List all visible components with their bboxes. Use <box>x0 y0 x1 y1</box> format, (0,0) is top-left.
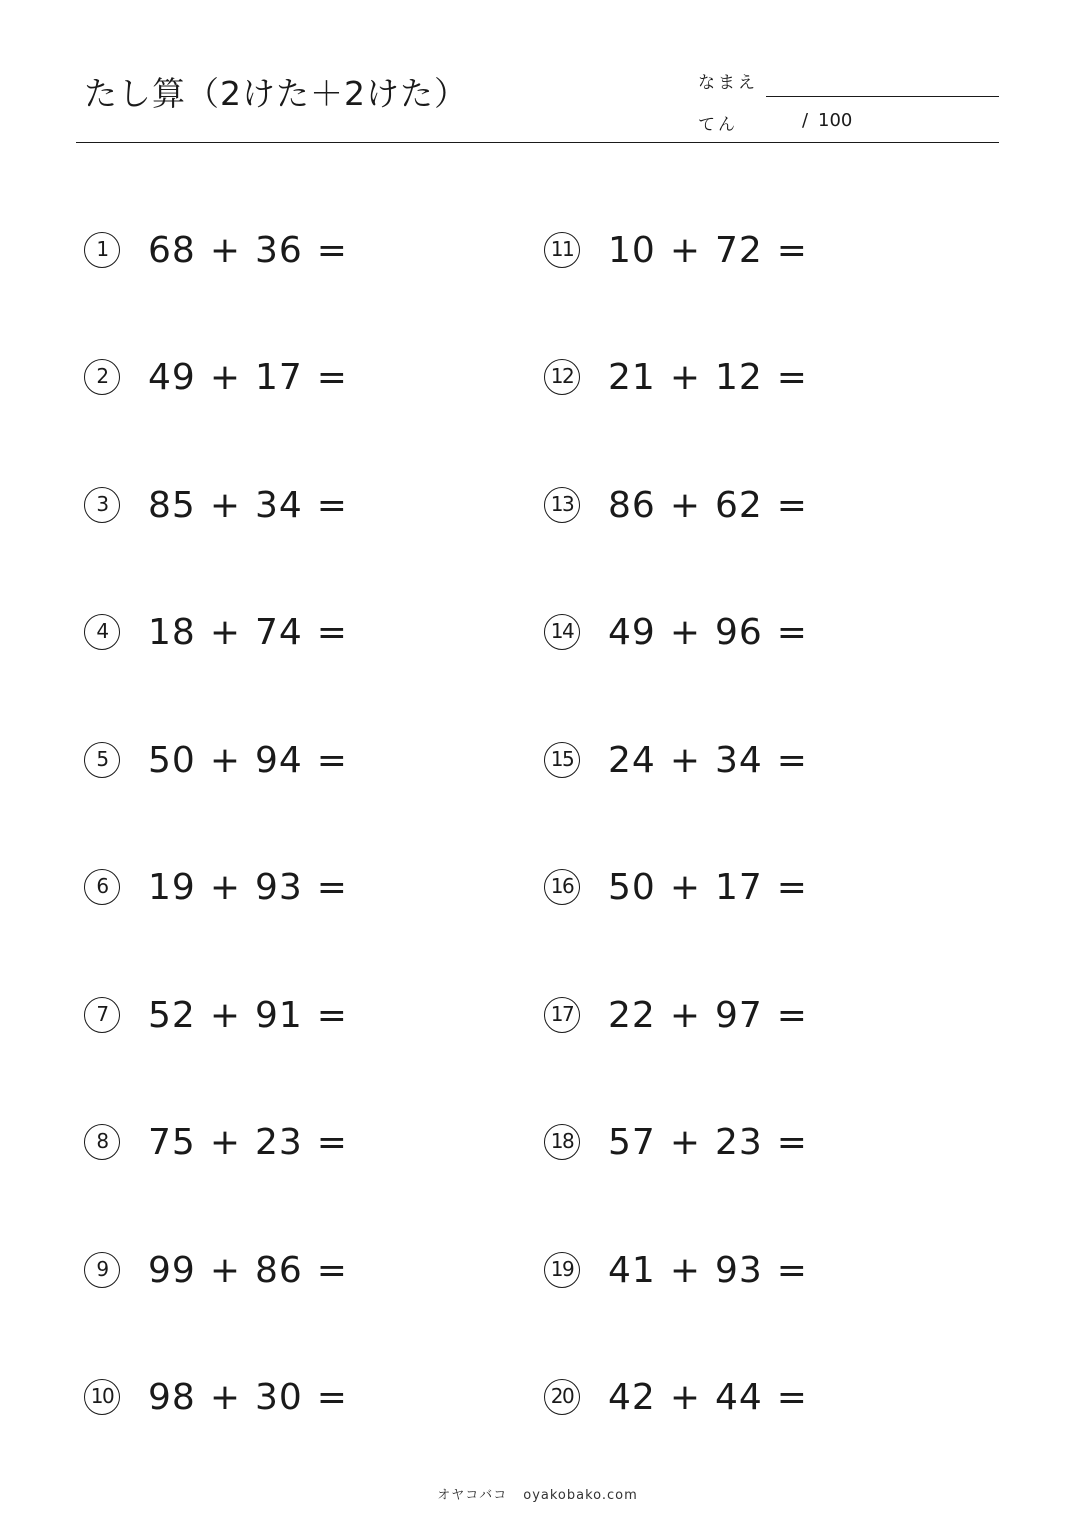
page-title: たし算（2けた＋2けた） <box>84 74 468 113</box>
addend-b: 36 <box>254 229 303 271</box>
problem-expression <box>148 230 348 271</box>
addend-a: 75 <box>148 1121 196 1163</box>
problem-row <box>84 738 504 782</box>
addend-a: 57 <box>608 1121 656 1163</box>
addend-b: 12 <box>714 356 763 398</box>
problem-number: 12 <box>544 359 580 395</box>
addend-a: 41 <box>608 1249 656 1291</box>
score-slash: / <box>802 110 809 131</box>
problem-number: 10 <box>84 1379 120 1415</box>
problem-row <box>544 738 964 782</box>
problem-row <box>544 1120 964 1164</box>
problem-row <box>84 610 504 654</box>
equals-sign: = <box>776 229 808 271</box>
addend-a: 52 <box>148 994 196 1036</box>
problem-number: 3 <box>84 487 120 523</box>
addend-b: 96 <box>714 611 763 653</box>
plus-sign: + <box>209 356 241 398</box>
equals-sign: = <box>776 484 808 526</box>
plus-sign: + <box>209 994 241 1036</box>
problem-expression <box>608 230 808 271</box>
plus-sign: + <box>209 739 241 781</box>
plus-sign: + <box>209 1249 241 1291</box>
plus-sign: + <box>209 484 241 526</box>
plus-sign: + <box>669 1376 701 1418</box>
equals-sign: = <box>316 1249 348 1291</box>
problem-number: 14 <box>544 614 580 650</box>
problem-row <box>84 1248 504 1292</box>
addend-a: 85 <box>148 484 196 526</box>
score-max: 100 <box>818 110 853 131</box>
problem-expression <box>148 867 348 908</box>
problem-number: 2 <box>84 359 120 395</box>
addend-b: 30 <box>254 1376 303 1418</box>
equals-sign: = <box>316 866 348 908</box>
addend-b: 93 <box>714 1249 763 1291</box>
problem-expression <box>608 485 808 526</box>
addend-b: 17 <box>254 356 303 398</box>
addend-a: 24 <box>608 739 656 781</box>
equals-sign: = <box>776 356 808 398</box>
problem-number: 1 <box>84 232 120 268</box>
problem-row <box>84 993 504 1037</box>
footer-brand: オヤコバコ <box>437 1488 508 1503</box>
problem-expression <box>608 1377 808 1418</box>
addend-b: 86 <box>254 1249 303 1291</box>
problem-number: 18 <box>544 1124 580 1160</box>
problem-expression <box>148 357 348 398</box>
equals-sign: = <box>776 994 808 1036</box>
name-label: なまえ <box>698 73 758 93</box>
equals-sign: = <box>776 1121 808 1163</box>
footer-url: oyakobako.com <box>523 1488 638 1503</box>
problem-expression <box>608 1122 808 1163</box>
addend-a: 68 <box>148 229 196 271</box>
plus-sign: + <box>669 484 701 526</box>
addend-a: 42 <box>608 1376 656 1418</box>
equals-sign: = <box>776 611 808 653</box>
addend-b: 74 <box>254 611 303 653</box>
addend-a: 50 <box>148 739 196 781</box>
plus-sign: + <box>209 866 241 908</box>
problem-expression <box>608 867 808 908</box>
problem-number: 5 <box>84 742 120 778</box>
problem-row <box>544 865 964 909</box>
problem-expression <box>148 485 348 526</box>
problem-row <box>84 1120 504 1164</box>
problem-row <box>544 610 964 654</box>
addend-a: 21 <box>608 356 656 398</box>
problem-expression <box>148 1122 348 1163</box>
problem-number: 20 <box>544 1379 580 1415</box>
equals-sign: = <box>316 611 348 653</box>
problem-number: 15 <box>544 742 580 778</box>
problem-number: 16 <box>544 869 580 905</box>
plus-sign: + <box>669 356 701 398</box>
problem-row <box>544 993 964 1037</box>
problem-number: 6 <box>84 869 120 905</box>
addend-b: 23 <box>714 1121 763 1163</box>
equals-sign: = <box>316 356 348 398</box>
addend-a: 22 <box>608 994 656 1036</box>
addend-b: 23 <box>254 1121 303 1163</box>
plus-sign: + <box>669 1121 701 1163</box>
equals-sign: = <box>316 484 348 526</box>
addend-b: 44 <box>714 1376 763 1418</box>
addend-a: 49 <box>148 356 196 398</box>
problem-row <box>544 1375 964 1419</box>
score-label: てん <box>698 115 738 135</box>
addend-b: 62 <box>714 484 763 526</box>
problem-row <box>544 228 964 272</box>
problem-expression <box>148 1250 348 1291</box>
plus-sign: + <box>209 229 241 271</box>
addend-b: 94 <box>254 739 303 781</box>
plus-sign: + <box>669 994 701 1036</box>
addend-a: 50 <box>608 866 656 908</box>
problem-number: 8 <box>84 1124 120 1160</box>
problem-number: 17 <box>544 997 580 1033</box>
problem-expression <box>148 995 348 1036</box>
problem-expression <box>608 1250 808 1291</box>
problem-row <box>544 1248 964 1292</box>
addend-b: 72 <box>714 229 763 271</box>
equals-sign: = <box>316 994 348 1036</box>
problem-expression <box>608 740 808 781</box>
plus-sign: + <box>209 1376 241 1418</box>
name-write-line[interactable] <box>766 96 999 97</box>
addend-a: 19 <box>148 866 196 908</box>
problem-expression <box>148 740 348 781</box>
addend-a: 98 <box>148 1376 196 1418</box>
problem-number: 11 <box>544 232 580 268</box>
addend-a: 99 <box>148 1249 196 1291</box>
addend-b: 34 <box>254 484 303 526</box>
addend-b: 97 <box>714 994 763 1036</box>
plus-sign: + <box>209 611 241 653</box>
problem-row <box>544 355 964 399</box>
problem-row <box>84 355 504 399</box>
plus-sign: + <box>669 866 701 908</box>
problem-number: 19 <box>544 1252 580 1288</box>
problem-expression <box>608 357 808 398</box>
equals-sign: = <box>776 739 808 781</box>
problem-expression <box>608 995 808 1036</box>
header-divider <box>76 142 999 143</box>
problem-expression <box>608 612 808 653</box>
problem-number: 9 <box>84 1252 120 1288</box>
problem-row <box>84 1375 504 1419</box>
addend-a: 86 <box>608 484 656 526</box>
plus-sign: + <box>669 611 701 653</box>
addend-b: 93 <box>254 866 303 908</box>
addend-b: 17 <box>714 866 763 908</box>
problem-row <box>84 865 504 909</box>
plus-sign: + <box>209 1121 241 1163</box>
plus-sign: + <box>669 739 701 781</box>
plus-sign: + <box>669 229 701 271</box>
addend-b: 91 <box>254 994 303 1036</box>
equals-sign: = <box>776 866 808 908</box>
problem-number: 13 <box>544 487 580 523</box>
problem-expression <box>148 1377 348 1418</box>
equals-sign: = <box>316 739 348 781</box>
footer <box>0 1484 1075 1503</box>
equals-sign: = <box>776 1249 808 1291</box>
addend-b: 34 <box>714 739 763 781</box>
plus-sign: + <box>669 1249 701 1291</box>
equals-sign: = <box>316 229 348 271</box>
equals-sign: = <box>776 1376 808 1418</box>
addend-a: 10 <box>608 229 656 271</box>
problem-number: 4 <box>84 614 120 650</box>
equals-sign: = <box>316 1376 348 1418</box>
problem-row <box>84 483 504 527</box>
problem-row <box>84 228 504 272</box>
problem-row <box>544 483 964 527</box>
addend-a: 49 <box>608 611 656 653</box>
problem-expression <box>148 612 348 653</box>
addend-a: 18 <box>148 611 196 653</box>
problem-number: 7 <box>84 997 120 1033</box>
equals-sign: = <box>316 1121 348 1163</box>
